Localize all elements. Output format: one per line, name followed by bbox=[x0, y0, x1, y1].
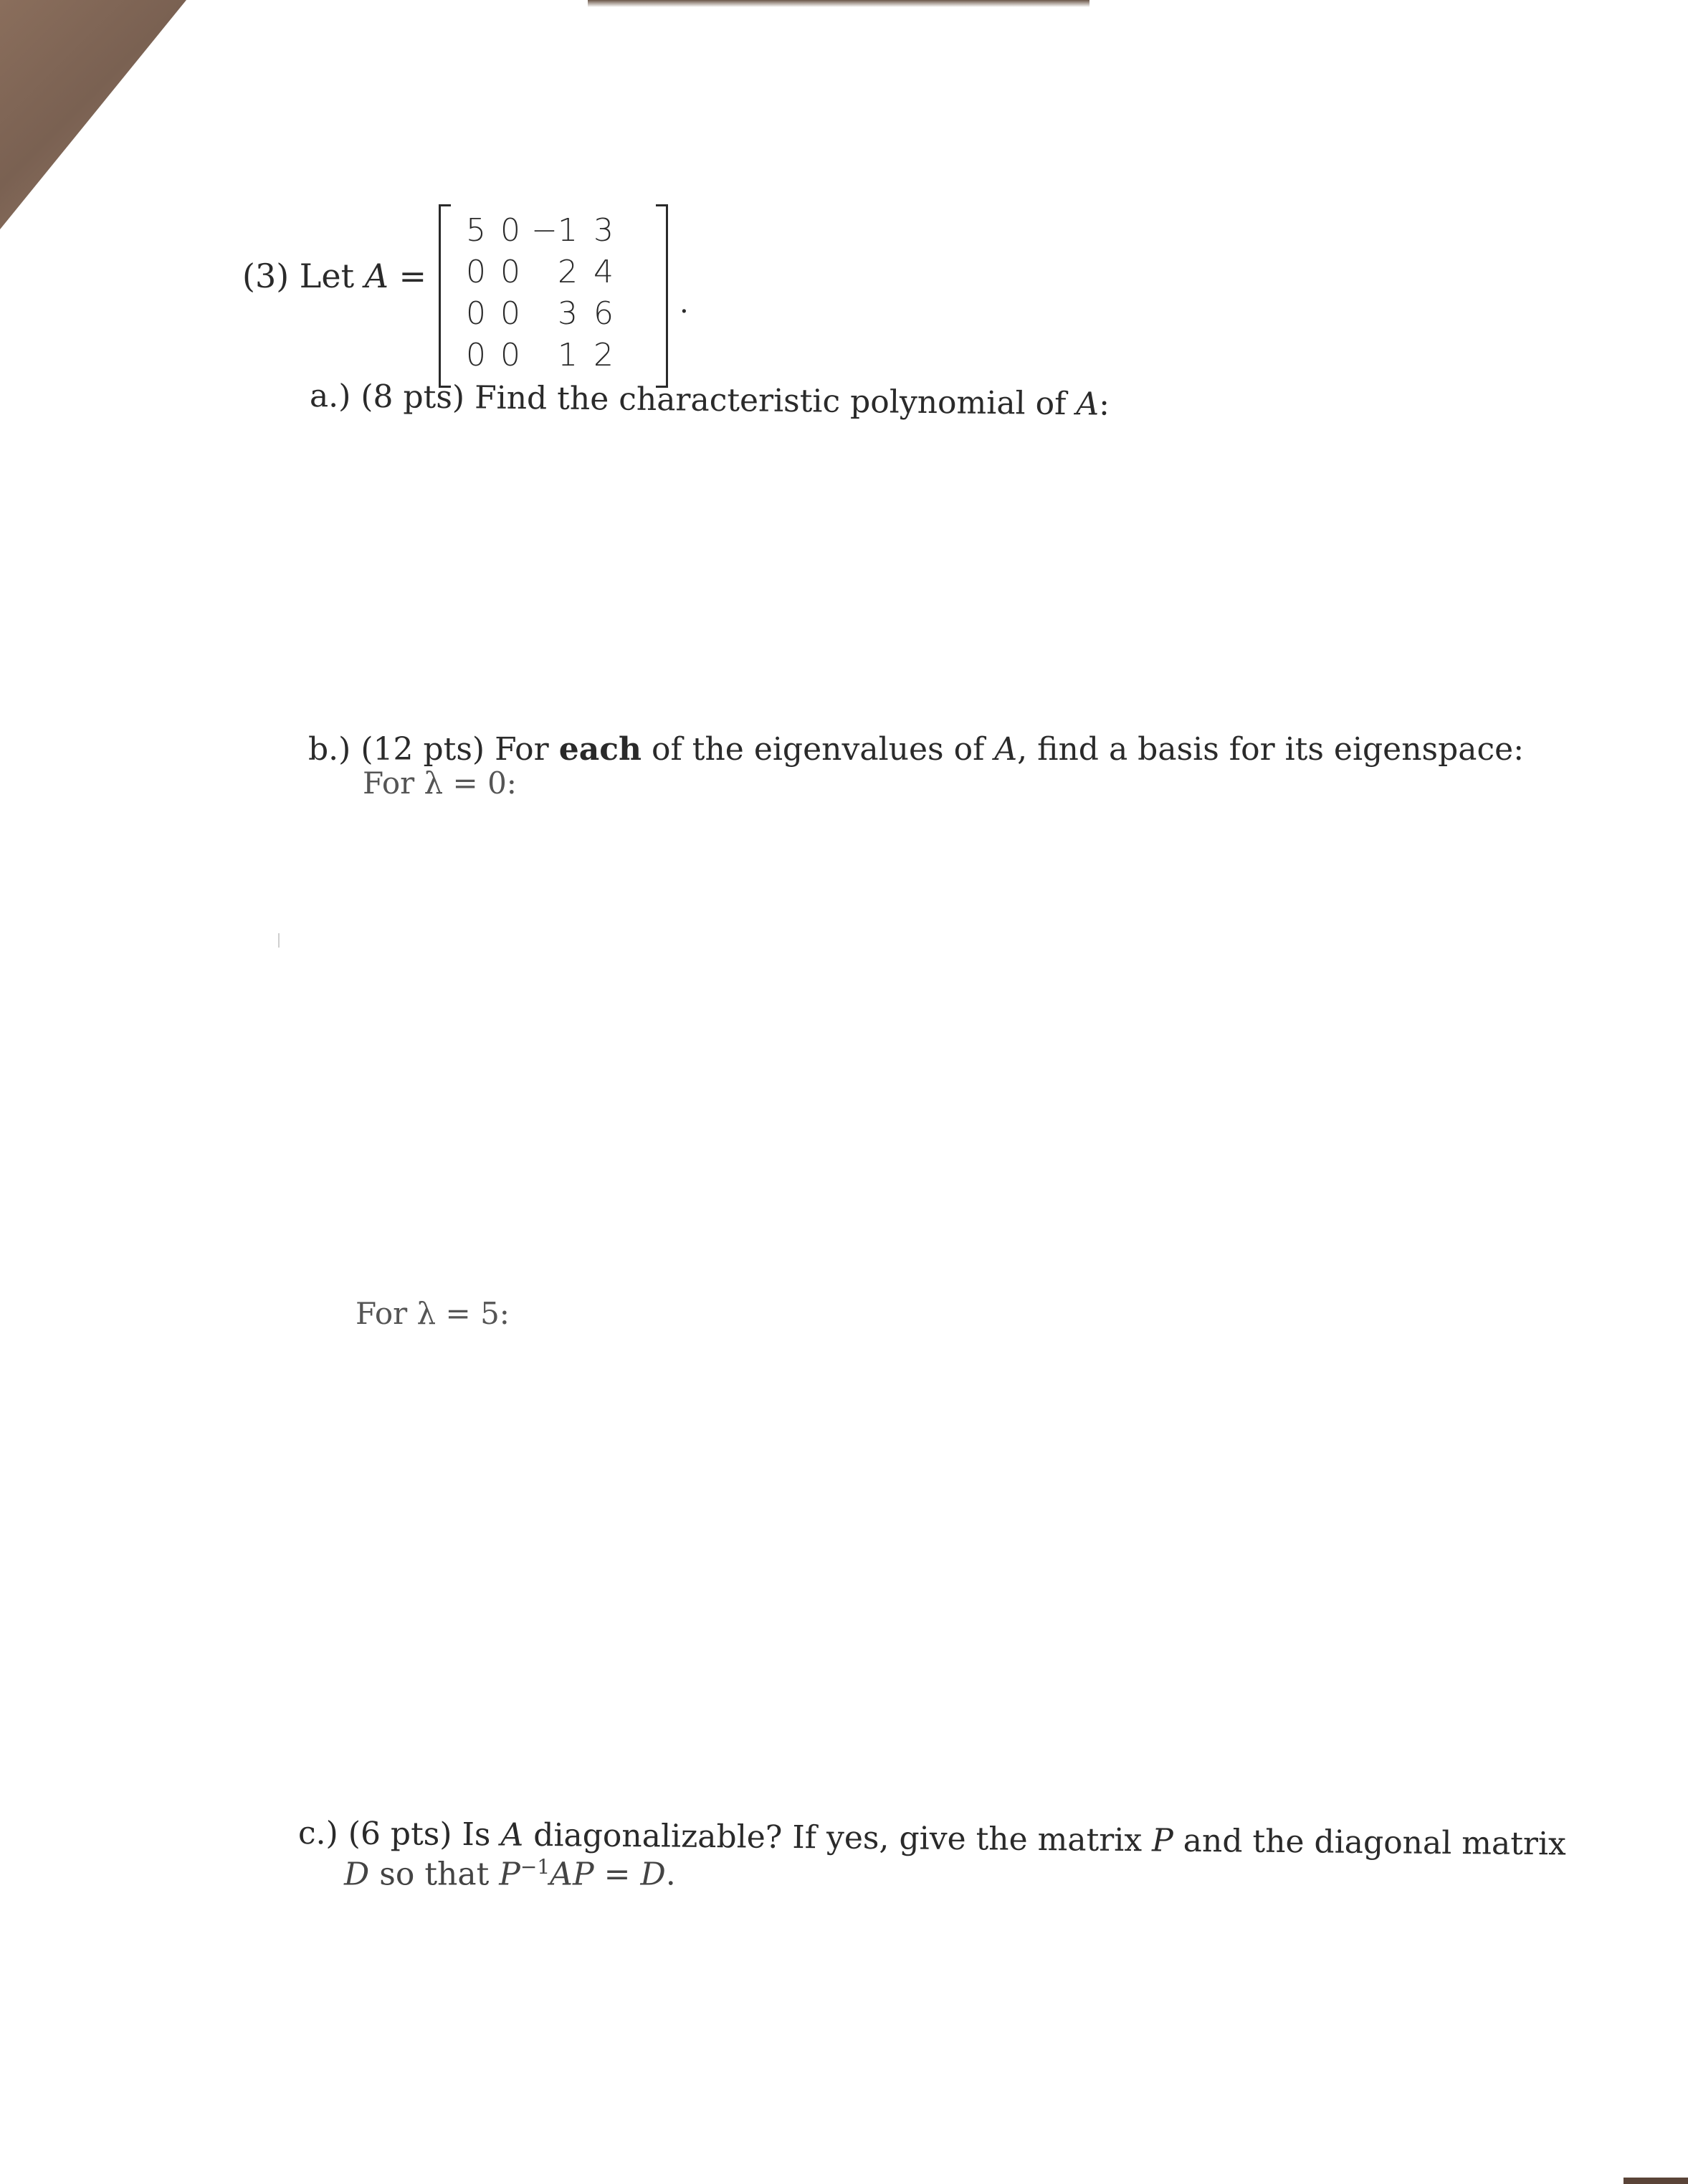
matrix-cell: 0 bbox=[466, 337, 486, 373]
part-b-text-middle: of the eigenvalues of bbox=[652, 731, 985, 768]
eigenvalue-0-prompt: For λ = 0: bbox=[363, 766, 517, 801]
stray-pen-mark bbox=[278, 933, 280, 948]
matrix-entries bbox=[456, 210, 618, 376]
part-a-text: Find the characteristic polynomial of bbox=[474, 379, 1067, 423]
part-c-variable-P: P bbox=[1151, 1822, 1174, 1859]
equals-sign: = bbox=[399, 257, 427, 295]
part-c-so-that: so that bbox=[379, 1856, 490, 1893]
part-b-question bbox=[308, 731, 1524, 768]
matrix-cell: 2 bbox=[593, 337, 614, 373]
part-b-text-before: For bbox=[495, 731, 549, 768]
part-a-question bbox=[310, 378, 1110, 423]
matrix-cell: −1 bbox=[531, 212, 578, 249]
part-b-points: (12 pts) bbox=[361, 731, 485, 768]
matrix-right-bracket bbox=[656, 204, 668, 388]
part-c-question-line2 bbox=[344, 1855, 676, 1893]
matrix-cell: 0 bbox=[500, 212, 520, 249]
problem-intro bbox=[242, 257, 426, 295]
part-a-label: a.) bbox=[309, 378, 351, 415]
matrix-cell: 0 bbox=[466, 295, 486, 332]
matrix-cell: 4 bbox=[593, 254, 614, 290]
photo-background-top-edge bbox=[588, 0, 1089, 7]
part-c-period: . bbox=[665, 1856, 676, 1893]
matrix-variable: A bbox=[364, 257, 388, 295]
part-a-colon: : bbox=[1098, 386, 1110, 423]
matrix-cell: 6 bbox=[593, 295, 614, 332]
matrix-cell: 2 bbox=[558, 254, 578, 290]
part-c-variable-D: D bbox=[344, 1856, 370, 1893]
part-c-label: c.) bbox=[297, 1815, 339, 1852]
problem-number: (3) bbox=[242, 257, 290, 295]
matrix-period: . bbox=[680, 287, 689, 320]
part-c-equals: = bbox=[604, 1856, 631, 1893]
part-c-inverse-exponent: −1 bbox=[520, 1855, 550, 1879]
part-c-text-before: Is bbox=[462, 1816, 491, 1854]
matrix-A bbox=[439, 204, 668, 383]
part-b-bold-word: each bbox=[558, 731, 642, 768]
part-c-points: (6 pts) bbox=[348, 1815, 452, 1853]
part-c-AP: AP bbox=[550, 1856, 594, 1893]
matrix-cell: 5 bbox=[466, 212, 486, 249]
part-b-text-after: , find a basis for its eigenspace: bbox=[1017, 731, 1525, 768]
part-a-variable: A bbox=[1076, 386, 1100, 423]
matrix-cell: 1 bbox=[558, 337, 578, 373]
matrix-left-bracket bbox=[439, 204, 451, 388]
photo-background-bottom-edge bbox=[1623, 2178, 1688, 2184]
part-a-points: (8 pts) bbox=[361, 378, 465, 416]
let-word: Let bbox=[299, 257, 355, 295]
part-b-label: b.) bbox=[308, 731, 351, 768]
matrix-cell: 0 bbox=[500, 254, 520, 290]
matrix-cell: 3 bbox=[593, 212, 614, 249]
part-c-variable-A: A bbox=[500, 1816, 524, 1854]
part-c-D-result: D bbox=[640, 1856, 666, 1893]
part-c-P: P bbox=[499, 1856, 520, 1893]
part-c-text-middle: diagonalizable? If yes, give the matrix bbox=[533, 1816, 1143, 1859]
matrix-cell: 0 bbox=[500, 337, 520, 373]
matrix-cell: 0 bbox=[500, 295, 520, 332]
matrix-cell: 3 bbox=[558, 295, 578, 332]
part-b-variable: A bbox=[994, 731, 1018, 768]
eigenvalue-5-prompt: For λ = 5: bbox=[356, 1296, 510, 1331]
part-c-text-after: and the diagonal matrix bbox=[1183, 1822, 1567, 1863]
matrix-cell: 0 bbox=[466, 254, 486, 290]
photo-background-corner bbox=[0, 0, 186, 229]
